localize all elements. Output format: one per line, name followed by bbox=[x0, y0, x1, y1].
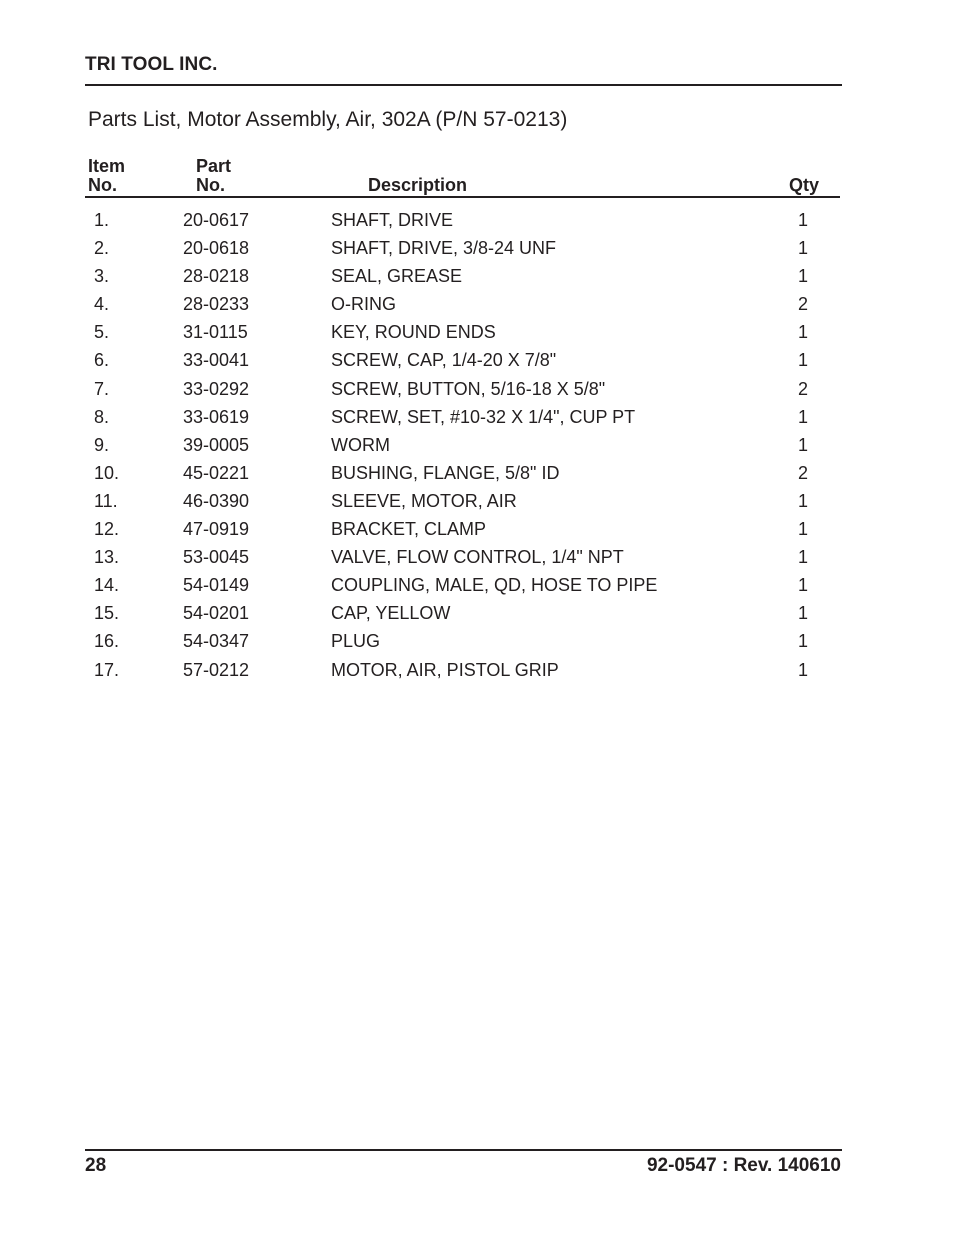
part-number: 33-0292 bbox=[183, 378, 250, 399]
table-row bbox=[0, 517, 954, 545]
part-qty: 1 bbox=[797, 659, 808, 680]
part-number: 45-0221 bbox=[183, 462, 250, 483]
table-row bbox=[0, 320, 954, 348]
part-qty: 1 bbox=[797, 322, 808, 343]
table-row bbox=[0, 658, 954, 686]
item-number: 10. bbox=[94, 462, 120, 483]
part-qty: 1 bbox=[797, 350, 808, 371]
part-qty: 2 bbox=[797, 294, 808, 315]
table-row bbox=[0, 236, 954, 264]
table-row bbox=[0, 433, 954, 461]
table-row bbox=[0, 489, 954, 517]
part-qty: 1 bbox=[797, 631, 808, 652]
part-description: PLUG bbox=[331, 631, 381, 652]
part-number: 20-0617 bbox=[183, 210, 250, 230]
item-number: 8. bbox=[94, 406, 110, 427]
part-number: 20-0618 bbox=[183, 238, 250, 259]
part-qty: 1 bbox=[797, 519, 808, 540]
parts-table-body bbox=[0, 208, 954, 686]
part-number: 31-0115 bbox=[183, 322, 248, 343]
column-header-part-no bbox=[196, 157, 231, 195]
item-number: 11. bbox=[94, 490, 118, 511]
table-header-rule bbox=[85, 196, 840, 198]
item-number: 9. bbox=[94, 434, 110, 455]
table-row bbox=[0, 601, 954, 629]
item-number: 6. bbox=[94, 350, 110, 371]
item-number: 7. bbox=[94, 378, 110, 399]
page-title: Parts List, Motor Assembly, Air, 302A (P/N 57-0213) bbox=[88, 108, 568, 131]
column-header-part-line1: Part bbox=[196, 156, 232, 176]
table-row bbox=[0, 264, 954, 292]
part-description: BRACKET, CLAMP bbox=[331, 519, 487, 540]
part-description: MOTOR, AIR, PISTOL GRIP bbox=[331, 659, 559, 680]
table-row bbox=[0, 629, 954, 657]
column-header-item-no bbox=[88, 157, 125, 195]
item-number: 2. bbox=[94, 238, 110, 259]
column-header-qty: Qty bbox=[789, 175, 820, 195]
part-qty: 1 bbox=[797, 210, 808, 230]
part-qty: 1 bbox=[797, 238, 808, 259]
part-description: BUSHING, FLANGE, 5/8" ID bbox=[331, 462, 560, 483]
part-qty: 1 bbox=[797, 490, 808, 511]
part-qty: 1 bbox=[797, 406, 808, 427]
column-header-item-line2: No. bbox=[88, 175, 117, 195]
part-number: 54-0149 bbox=[183, 575, 250, 596]
table-row bbox=[0, 405, 954, 433]
part-description: SLEEVE, MOTOR, AIR bbox=[331, 490, 517, 511]
column-header-item-line1: Item bbox=[88, 156, 126, 176]
item-number: 5. bbox=[94, 322, 110, 343]
item-number: 12. bbox=[94, 519, 120, 540]
part-number: 28-0233 bbox=[183, 294, 250, 315]
part-qty: 1 bbox=[797, 575, 808, 596]
page-number: 28 bbox=[85, 1155, 107, 1176]
table-row bbox=[0, 461, 954, 489]
part-number: 39-0005 bbox=[183, 434, 250, 455]
part-description: SHAFT, DRIVE bbox=[331, 210, 454, 230]
table-row bbox=[0, 348, 954, 376]
item-number: 1. bbox=[94, 210, 110, 230]
table-row bbox=[0, 573, 954, 601]
part-qty: 1 bbox=[797, 434, 808, 455]
column-header-description: Description bbox=[368, 175, 468, 195]
part-description: VALVE, FLOW CONTROL, 1/4" NPT bbox=[331, 547, 624, 568]
item-number: 4. bbox=[94, 294, 110, 315]
part-qty: 2 bbox=[797, 378, 808, 399]
part-qty: 1 bbox=[797, 266, 808, 287]
part-description: SCREW, BUTTON, 5/16-18 X 5/8" bbox=[331, 378, 606, 399]
part-number: 54-0347 bbox=[183, 631, 250, 652]
header-rule bbox=[85, 84, 842, 86]
part-description: O-RING bbox=[331, 294, 396, 315]
part-number: 46-0390 bbox=[183, 490, 250, 511]
part-description: WORM bbox=[331, 434, 390, 455]
part-number: 33-0041 bbox=[183, 350, 250, 371]
part-qty: 1 bbox=[797, 547, 808, 568]
item-number: 15. bbox=[94, 603, 120, 624]
part-description: SCREW, SET, #10-32 X 1/4", CUP PT bbox=[331, 406, 636, 427]
part-description: KEY, ROUND ENDS bbox=[331, 322, 496, 343]
table-row bbox=[0, 292, 954, 320]
company-name: TRI TOOL INC. bbox=[85, 54, 218, 75]
item-number: 13. bbox=[94, 547, 120, 568]
footer-rule bbox=[85, 1149, 842, 1151]
part-number: 33-0619 bbox=[183, 406, 250, 427]
item-number: 3. bbox=[94, 266, 110, 287]
column-header-part-line2: No. bbox=[196, 175, 225, 195]
table-row bbox=[0, 545, 954, 573]
item-number: 16. bbox=[94, 631, 120, 652]
part-description: SEAL, GREASE bbox=[331, 266, 463, 287]
part-number: 54-0201 bbox=[183, 603, 250, 624]
part-qty: 1 bbox=[797, 603, 808, 624]
part-description: COUPLING, MALE, QD, HOSE TO PIPE bbox=[331, 575, 658, 596]
part-number: 53-0045 bbox=[183, 547, 250, 568]
table-row bbox=[0, 208, 954, 236]
item-number: 17. bbox=[94, 659, 120, 680]
part-number: 28-0218 bbox=[183, 266, 250, 287]
part-description: SCREW, CAP, 1/4-20 X 7/8" bbox=[331, 350, 557, 371]
document-revision: 92-0547 : Rev. 140610 bbox=[646, 1155, 841, 1176]
part-description: CAP, YELLOW bbox=[331, 603, 451, 624]
part-description: SHAFT, DRIVE, 3/8-24 UNF bbox=[331, 238, 557, 259]
item-number: 14. bbox=[94, 575, 120, 596]
part-number: 47-0919 bbox=[183, 519, 250, 540]
part-qty: 2 bbox=[797, 462, 808, 483]
table-row bbox=[0, 377, 954, 405]
part-number: 57-0212 bbox=[183, 659, 250, 680]
